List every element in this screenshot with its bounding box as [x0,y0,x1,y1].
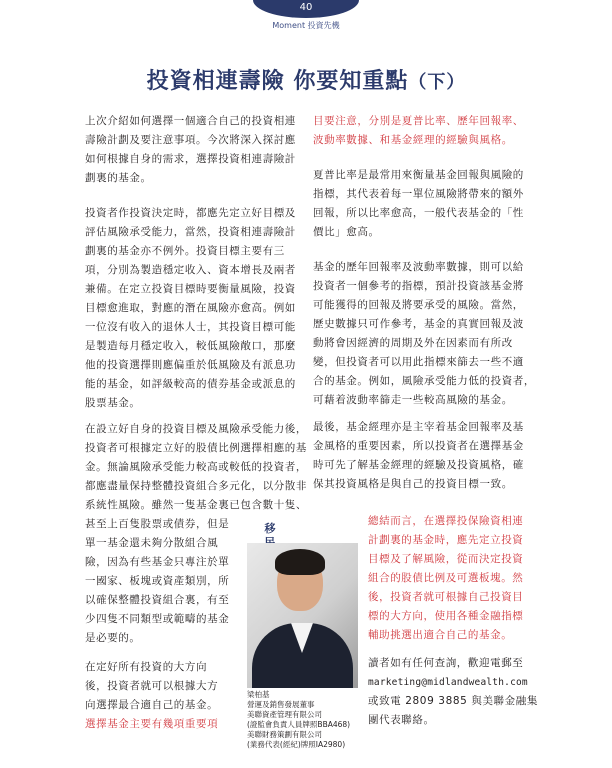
text-line: 時可先了解基金經理的經驗及投資風格，確 [313,459,524,471]
text-line: 標的大方向，使用各種金融指標 [368,610,524,622]
text-line: 在定好所有投資的大方向 [85,661,208,673]
text-line: 評估風險承受能力，當然，投資相連壽險計 [85,226,296,238]
text-line: 他的投資選擇則應偏重於低風險及有派息功 [85,359,296,371]
text-line: 甚至上百隻股票或債券，但是 [85,518,230,530]
text-line: 夏普比率是最常用來衡量基金回報與風險的 [313,169,524,181]
caption-line: 營運及銷售發展董事 [247,700,315,709]
left-para-3-narrow [85,515,245,648]
text-line: 最後，基金經理亦是主宰着基金回報率及基 [313,421,524,433]
text-line: 兼備。在定立投資目標時要衡量風險，投資 [85,283,296,295]
author-photo [247,543,358,688]
text-line: 少四隻不同類型或範疇的基金 [85,613,230,625]
text-line: 以確保整體投資組合裏，有至 [85,594,230,606]
contact-email[interactable]: marketing@midlandwealth.com [368,677,528,688]
text-line: 動將會因經濟的周期及外在因素而有所改 [313,337,513,349]
text-line: 項，分別為製造穩定收入、資本增長及兩者 [85,264,296,276]
caption-line: 梁柏基 [247,690,270,699]
page-number: 40 [299,2,313,13]
text-line: 組合的股債比例及可選板塊。然 [368,572,524,584]
text-line: 壽險計劃及要注意事項。今次將深入探討應 [85,134,296,146]
left-para-3 [85,420,315,515]
text-line: 投資者一個參考的指標，預計投資該基金將 [313,280,524,292]
text-line: 目標愈進取，對應的潛在風險亦愈高。例如 [85,302,296,314]
text-line: 歷史數據只可作參考，基金的真實回報及波 [313,318,524,330]
text-line: 變，但投資者可以用此指標來篩去一些不適 [313,356,524,368]
caption-line: (業務代表(經紀)牌照IA2980) [247,740,346,749]
title-main: 投資相連壽險 你要知重點 [146,69,409,94]
text-line: 是製造每月穩定收入，較低風險敞口，那麼 [85,340,296,352]
text-line: 向選擇最合適自己的基金。 [85,699,219,711]
left-para-4 [85,658,245,734]
article-title [0,64,612,95]
title-suffix: （下） [408,72,466,93]
text-line: 後，投資者就可以根據大方 [85,680,219,692]
text-line: 保其投資風格是與自己的投資目標一致。 [313,478,513,490]
author-vertical-name: 移 [264,522,276,535]
right-para-4 [313,418,543,494]
right-conclusion [368,512,543,645]
text-line: 或致電 2809 3885 與美聯金融集 [368,695,538,707]
right-para-2 [313,166,543,242]
text-line: 金。無論風險承受能力較高或較低的投資者， [85,461,307,473]
caption-line: 美聯資產管理有限公司 [247,710,322,719]
text-line: 後，投資者就可根據自己投資目 [368,591,524,603]
text-line: 讀者如有任何查詢，歡迎電郵至 [368,657,524,669]
text-line: 輔助挑選出適合自己的基金。 [368,629,513,641]
right-contact [368,654,543,730]
text-line: 波動率數據、和基金經理的經驗與風格。 [313,134,513,146]
text-line: 是必要的。 [85,632,141,644]
text-line: 指標，其代表着每一單位風險將帶來的額外 [313,188,524,200]
text-line: 一位沒有收入的退休人士，其投資目標可能 [85,321,296,333]
text-line: 在設立好自身的投資目標及風險承受能力後， [85,423,307,435]
section-label: Moment 投資先機 [272,21,340,30]
left-para-1 [85,112,315,188]
text-line: 投資者作投資決定時，都應先定立好目標及 [85,207,296,219]
text-line: 劃裏的基金亦不例外。投資目標主要有三 [85,245,285,257]
caption-line: 美聯財務策劃有限公司 [247,730,322,739]
text-line: 回報，所以比率愈高，一般代表基金的「性 [313,207,524,219]
text-line: 都應盡量保持整體投資組合多元化，以分散非 [85,480,307,492]
text-line: 團代表聯絡。 [368,714,435,726]
text-line: 目要注意，分別是夏普比率、歷年回報率、 [313,115,524,127]
text-line-red: 選擇基金主要有幾項重要項 [85,718,219,730]
caption-line: (證監會負責人員牌照BBA468) [247,720,351,729]
text-line: 價比」愈高。 [313,226,380,238]
text-line: 金風格的重要因素，所以投資者在選擇基金 [313,440,524,452]
right-para-1 [313,112,543,150]
text-line: 能的基金，如評級較高的債券基金或派息的 [85,378,296,390]
text-line: 上次介紹如何選擇一個適合自己的投資相連 [85,115,296,127]
text-line: 系統性風險。雖然一隻基金裏已包含數十隻、 [85,499,307,511]
text-line: 可藉着波動率篩走一些較高風險的基金。 [313,394,513,406]
text-line: 可能獲得的回報及將要承受的風險。當然， [313,299,524,311]
text-line: 計劃裏的基金時，應先定立投資 [368,534,524,546]
text-line: 如何根據自身的需求，選擇投資相連壽險計 [85,153,296,165]
text-line: 合的基金。例如，風險承受能力低的投資者， [313,375,535,387]
author-caption [247,690,372,750]
right-para-3 [313,258,543,410]
text-line: 一國家、板塊或資產類別，所 [85,575,230,587]
text-line: 股票基金。 [85,397,141,409]
text-line: 單一基金還未夠分散組合風 [85,537,219,549]
text-line: 目標及了解風險，從而決定投資 [368,553,524,565]
left-para-2 [85,204,315,413]
text-line: 險，因為有些基金只專注於單 [85,556,230,568]
text-line: 投資者可根據定立好的股債比例選擇相應的基 [85,442,307,454]
text-line: 總結而言，在選擇投保險資相連 [368,515,524,527]
text-line: 基金的歷年回報率及波動率數據，則可以給 [313,261,524,273]
text-line: 劃裏的基金。 [85,172,152,184]
